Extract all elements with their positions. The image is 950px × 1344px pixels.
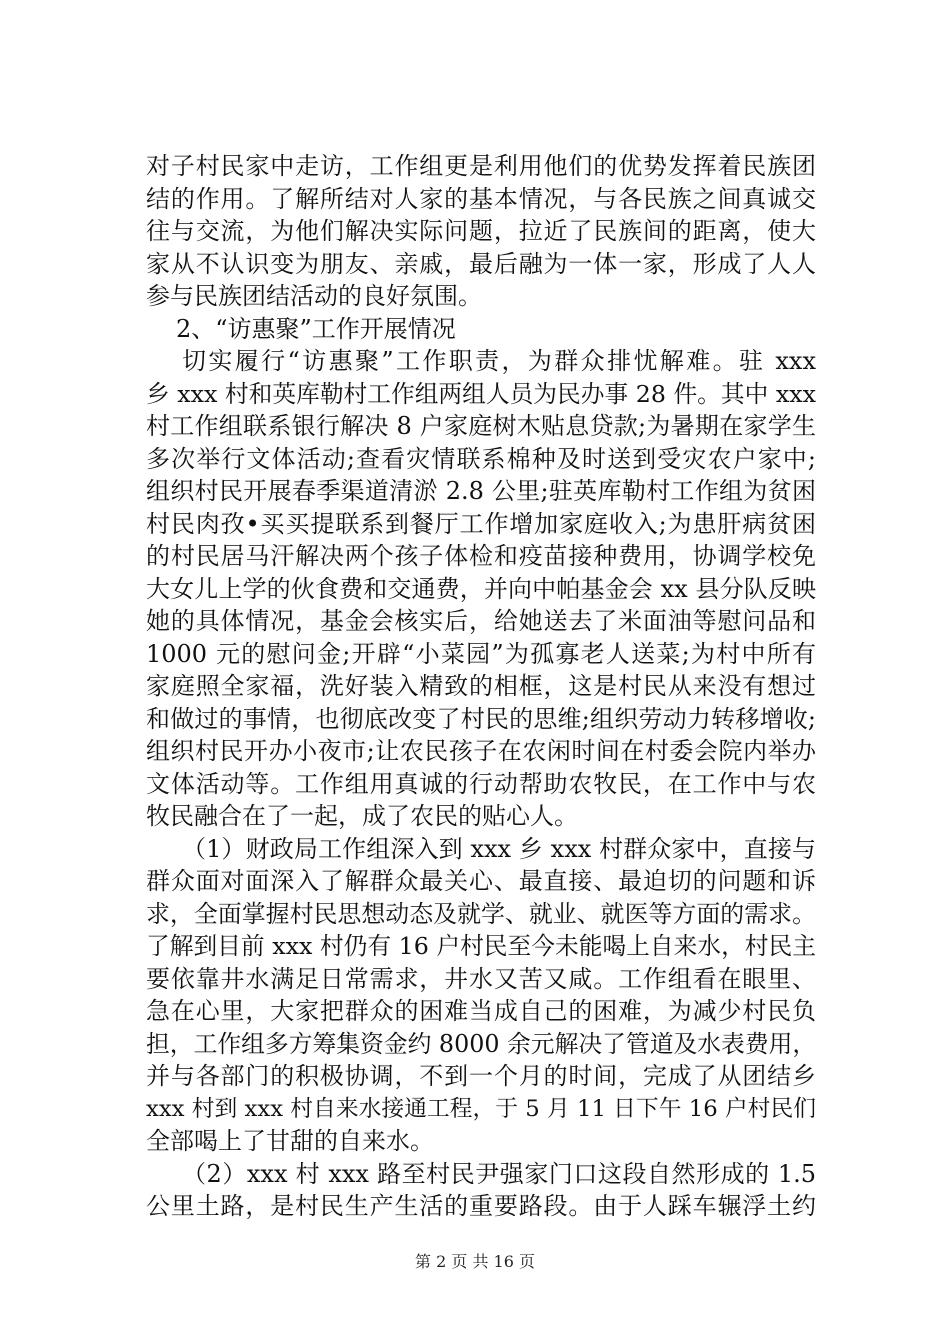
text-line: 组织村民开办小夜市;让农民孩子在农闲时间在村委会院内举办 <box>146 737 816 765</box>
text-line: 担，工作组多方筹集资金约 8000 余元解决了管道及水表费用， <box>146 1029 817 1058</box>
text-line: 乡 xxx 村和英库勒村工作组两组人员为民办事 28 件。其中 xxx <box>146 379 816 408</box>
text-line: 结的作用。了解所结对人家的基本情况，与各民族之间真诚交 <box>146 184 816 213</box>
text-line: 切实履行“访惠聚”工作职责，为群众排忧解难。驻 xxx <box>182 347 816 375</box>
text-line: 牧民融合在了一起，成了农民的贴心人。 <box>146 802 578 830</box>
text-line: 了解到目前 xxx 村仍有 16 户村民至今未能喝上自来水，村民主 <box>146 932 816 960</box>
text-line: xxx 村到 xxx 村自来水接通工程，于 5 月 11 日下午 16 户村民们 <box>146 1095 816 1122</box>
text-line: 群众面对面深入了解群众最关心、最直接、最迫切的问题和诉 <box>146 867 816 895</box>
body-text <box>146 150 816 1223</box>
page-number-footer: 第 2 页 共 16 页 <box>415 1252 535 1271</box>
text-line: 全部喝上了甘甜的自来水。 <box>146 1127 434 1155</box>
text-line: 公里土路，是村民生产生活的重要路段。由于人踩车辗浮土约 <box>146 1192 816 1220</box>
text-line: 对子村民家中走访，工作组更是利用他们的优势发挥着民族团 <box>146 152 816 180</box>
text-line: 组织村民开展春季渠道清淤 2.8 公里;驻英库勒村工作组为贫困 <box>146 477 816 505</box>
text-line: 求，全面掌握村民思想动态及就学、就业、就医等方面的需求。 <box>146 899 816 928</box>
text-line: （2）xxx 村 xxx 路至村民尹强家门口这段自然形成的 1.5 <box>182 1159 816 1188</box>
text-line: 的村民居马汗解决两个孩子体检和疫苗接种费用，协调学校免 <box>146 542 816 570</box>
text-line: 村民肉孜•买买提联系到餐厅工作增加家庭收入;为患肝病贫困 <box>146 509 816 538</box>
text-line: 家庭照全家福，洗好装入精致的相框，这是村民从来没有想过 <box>146 672 816 700</box>
text-line: 文体活动等。工作组用真诚的行动帮助农牧民，在工作中与农 <box>146 769 816 798</box>
text-line: （1）财政局工作组深入到 xxx 乡 xxx 村群众家中，直接与 <box>182 834 816 863</box>
text-line: 急在心里，大家把群众的困难当成自己的困难，为减少村民负 <box>146 997 816 1025</box>
text-line: 和做过的事情，也彻底改变了村民的思维;组织劳动力转移增收; <box>146 704 816 733</box>
text-line: 并与各部门的积极协调，不到一个月的时间，完成了从团结乡 <box>146 1062 816 1090</box>
text-line: 2、“访惠聚”工作开展情况 <box>176 314 456 343</box>
text-line: 多次举行文体活动;查看灾情联系棉种及时送到受灾农户家中; <box>146 444 816 473</box>
text-line: 家从不认识变为朋友、亲戚，最后融为一体一家，形成了人人 <box>146 249 816 278</box>
text-line: 她的具体情况，基金会核实后，给她送去了米面油等慰问品和 <box>146 607 816 635</box>
text-line: 参与民族团结活动的良好氛围。 <box>146 282 482 310</box>
text-line: 村工作组联系银行解决 8 户家庭树木贴息贷款;为暑期在家学生 <box>146 412 816 440</box>
text-line: 要依靠井水满足日常需求，井水又苦又咸。工作组看在眼里、 <box>146 964 816 993</box>
text-line: 大女儿上学的伙食费和交通费，并向中帕基金会 xx 县分队反映 <box>146 574 816 603</box>
text-line: 往与交流，为他们解决实际问题，拉近了民族间的距离，使大 <box>146 217 816 245</box>
text-line: 1000 元的慰问金;开辟“小菜园”为孤寡老人送菜;为村中所有 <box>146 639 816 668</box>
